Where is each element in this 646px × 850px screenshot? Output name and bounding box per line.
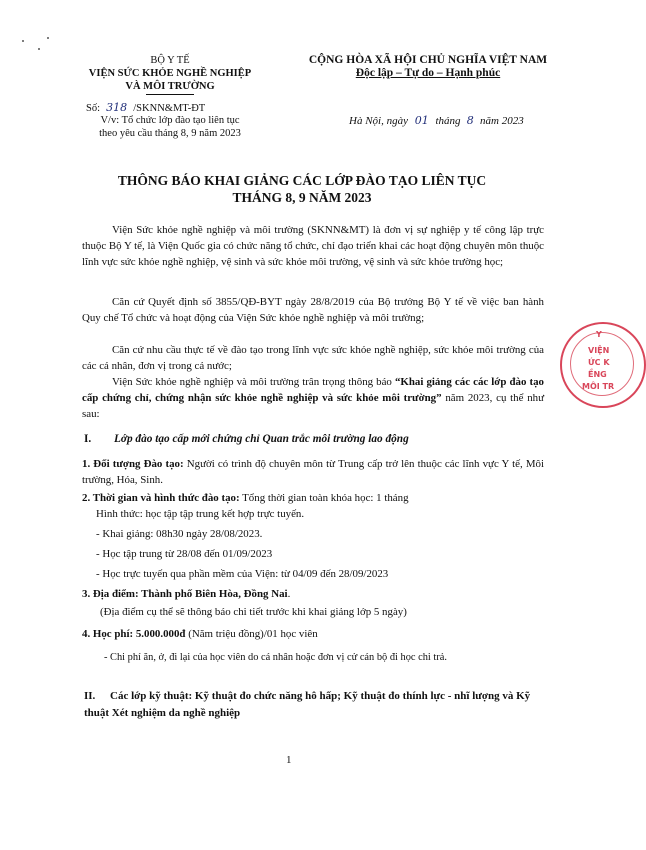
item1-label: 1. Đối tượng Đào tạo: bbox=[82, 458, 184, 470]
seal-text-1: Y bbox=[596, 330, 602, 339]
institute-name-line1: VIỆN SỨC KHỎE NGHỀ NGHIỆP bbox=[88, 68, 252, 79]
item4-note: - Chi phí ăn, ở, đi lại của học viên do cá nhân hoặc đơn vị cử cán bộ đi học chi trả. bbox=[104, 652, 447, 663]
item2-time-format bbox=[82, 490, 409, 506]
item2-online: - Học trực tuyến qua phần mềm của Viện: từ 04/09 đến 28/09/2023 bbox=[96, 568, 389, 580]
issuer-header bbox=[60, 54, 280, 95]
seal-text-3: ỨC K bbox=[588, 358, 610, 367]
national-header bbox=[278, 54, 578, 80]
scan-speck bbox=[22, 40, 24, 42]
item2-text: Tổng thời gian toàn khóa học: 1 tháng bbox=[239, 492, 409, 504]
item3-location bbox=[82, 586, 290, 602]
item4-fee bbox=[82, 626, 318, 642]
date-prefix: Hà Nội, ngày bbox=[349, 115, 408, 127]
institute-name-line2: VÀ MÔI TRƯỜNG bbox=[125, 81, 215, 92]
date-year: năm 2023 bbox=[480, 115, 524, 127]
needs-paragraph: Căn cứ nhu cầu thực tế về đào tạo trong lĩnh vực sức khỏe nghề nghiệp, sức khỏe môi trường của các cá nhân, đơn vị trong cả nước; bbox=[82, 344, 544, 372]
item3-label: 3. Địa điểm: Thành phố Biên Hòa, Đồng Nai bbox=[82, 588, 288, 600]
section2-title: Các lớp kỹ thuật: Kỹ thuật đo chức năng hô hấp; Kỹ thuật đo thính lực - nhĩ lượng và Kỹ thuật Xét nghiệm da nghề nghiệp bbox=[84, 690, 531, 719]
header-rule bbox=[146, 94, 194, 95]
item1-target-learners bbox=[82, 456, 544, 488]
number-suffix: /SKNN&MT-ĐT bbox=[133, 103, 206, 114]
date-month: 8 bbox=[466, 114, 474, 127]
seal-text-5: MÔI TR bbox=[582, 382, 615, 391]
seal-text-4: ỀNG bbox=[588, 370, 607, 379]
subject-line2: theo yêu cầu tháng 8, 9 năm 2023 bbox=[99, 128, 241, 139]
section1-title: Lớp đào tạo cấp mới chứng chỉ Quan trắc môi trường lao động bbox=[114, 433, 409, 445]
national-motto: Độc lập – Tự do – Hạnh phúc bbox=[355, 67, 501, 79]
section1-numeral: I. bbox=[84, 433, 92, 445]
date-day: 01 bbox=[414, 114, 429, 127]
announcement-end: năm 2023, cụ thể như sau: bbox=[82, 392, 544, 420]
document-number bbox=[86, 101, 205, 115]
section1-heading bbox=[84, 433, 409, 445]
item2-label: 2. Thời gian và hình thức đào tạo: bbox=[82, 492, 240, 504]
seal-text-2: VIỆN bbox=[588, 346, 610, 355]
item3-note: (Địa điểm cụ thể sẽ thông báo chi tiết trước khi khai giảng lớp 5 ngày) bbox=[100, 606, 407, 618]
announcement-bold: “Khai giảng các các lớp đào tạo cấp chứng chỉ, chứng nhận sức khỏe nghề nghiệp và sức khỏe môi trường” bbox=[82, 376, 544, 404]
item2-form: Hình thức: học tập tập trung kết hợp trực tuyến. bbox=[96, 508, 305, 520]
document-subject bbox=[58, 114, 282, 140]
item2-opening: - Khai giảng: 08h30 ngày 28/08/2023. bbox=[96, 528, 263, 540]
notice-title-line1: THÔNG BÁO KHAI GIẢNG CÁC LỚP ĐÀO TẠO LIÊN TỤC bbox=[117, 173, 487, 188]
country-name: CỘNG HÒA XÃ HỘI CHỦ NGHĨA VIỆT NAM bbox=[308, 54, 548, 66]
number-handwritten: 318 bbox=[106, 101, 128, 114]
document-date bbox=[349, 114, 524, 127]
item3-dot: . bbox=[287, 588, 291, 600]
item2-onsite: - Học tập trung từ 28/08 đến 01/09/2023 bbox=[96, 548, 273, 560]
item1-text: Người có trình độ chuyên môn từ Trung cấp trở lên thuộc các lĩnh vực Y tế, Môi trường, Hóa, Sinh. bbox=[82, 458, 544, 486]
announcement-start: Viện Sức khỏe nghề nghiệp và môi trường trân trọng thông báo bbox=[112, 376, 395, 388]
intro-paragraph: Viện Sức khỏe nghề nghiệp và môi trường (SKNN&MT) là đơn vị sự nghiệp y tế công lập trực thuộc Bộ Y tế, là Viện Quốc gia có chức năng tổ chức, chỉ đạo triển khai các hoạt động chuyên môn thuộc lĩnh vực sức khỏe nghề nghiệp, vệ sinh và sức khỏe môi trường, vệ sinh và sức khỏe trường học; bbox=[82, 224, 544, 268]
scan-speck bbox=[38, 48, 40, 50]
item4-text: (Năm triệu đồng)/01 học viên bbox=[185, 628, 318, 640]
section2-heading bbox=[84, 688, 546, 722]
legal-basis-paragraph: Căn cứ Quyết định số 3855/QĐ-BYT ngày 28/8/2019 của Bộ trưởng Bộ Y tế về việc ban hành Quy chế Tổ chức và hoạt động của Viện Sức khỏe nghề nghiệp và môi trường; bbox=[82, 296, 544, 324]
scan-speck bbox=[47, 37, 49, 39]
number-prefix: Số: bbox=[86, 103, 101, 114]
notice-title-line2: THÁNG 8, 9 NĂM 2023 bbox=[232, 190, 372, 205]
date-month-label: tháng bbox=[435, 115, 461, 127]
announcement-paragraph bbox=[82, 374, 544, 422]
section2-numeral: II. bbox=[84, 690, 96, 702]
official-seal bbox=[560, 322, 646, 408]
item4-amount: 5.000.000đ bbox=[133, 628, 186, 640]
page-number: 1 bbox=[286, 754, 292, 766]
subject-line1: V/v: Tổ chức lớp đào tạo liên tục bbox=[100, 115, 240, 126]
ministry-name: BỘ Y TẾ bbox=[150, 55, 190, 66]
item4-label: 4. Học phí: bbox=[82, 628, 134, 640]
